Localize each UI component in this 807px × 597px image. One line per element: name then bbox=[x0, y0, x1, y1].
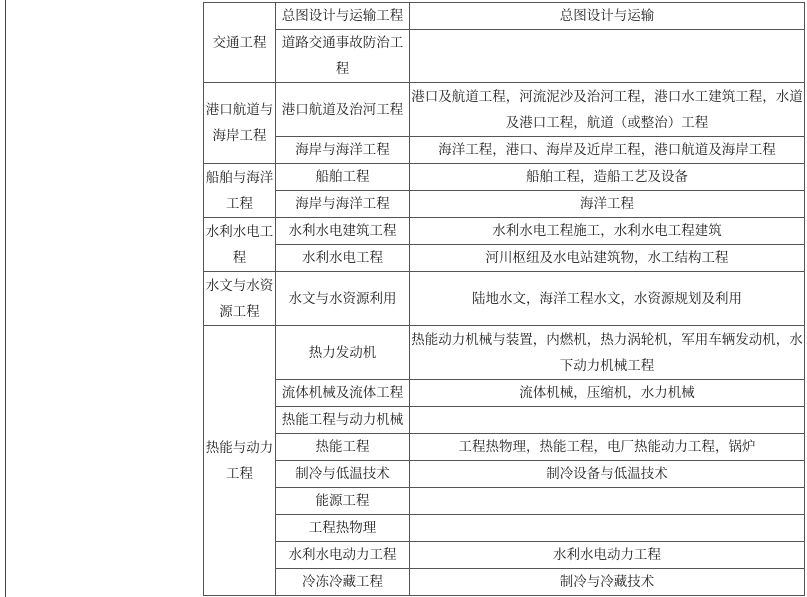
left-border-line bbox=[5, 0, 6, 597]
description-cell: 工程热物理，热能工程，电厂热能动力工程，锅炉 bbox=[410, 434, 805, 461]
description-cell bbox=[410, 515, 805, 542]
table-row bbox=[204, 569, 805, 596]
description-cell bbox=[410, 488, 805, 515]
description-cell: 港口及航道工程，河流泥沙及治河工程，港口水工建筑工程，水道及港口工程，航道（或整治）工程 bbox=[410, 83, 805, 137]
description-cell: 水利水电工程施工，水利水电工程建筑 bbox=[410, 218, 805, 245]
subject-cell: 热力发动机 bbox=[276, 326, 410, 380]
subject-cell: 水文与水资源利用 bbox=[276, 272, 410, 326]
category-cell: 港口航道与海岸工程 bbox=[204, 83, 276, 164]
subject-cell: 海岸与海洋工程 bbox=[276, 191, 410, 218]
description-cell: 流体机械，压缩机，水力机械 bbox=[410, 380, 805, 407]
table-row bbox=[204, 164, 805, 191]
description-cell: 海洋工程，港口、海岸及近岸工程，港口航道及海岸工程 bbox=[410, 137, 805, 164]
category-cell: 水文与水资源工程 bbox=[204, 272, 276, 326]
discipline-table bbox=[203, 2, 805, 596]
subject-cell: 总图设计与运输工程 bbox=[276, 3, 410, 30]
table-row bbox=[204, 30, 805, 83]
description-cell: 河川枢纽及水电站建筑物，水工结构工程 bbox=[410, 245, 805, 272]
table-row bbox=[204, 461, 805, 488]
description-cell: 热能动力机械与装置，内燃机，热力涡轮机，军用车辆发动机，水下动力机械工程 bbox=[410, 326, 805, 380]
subject-cell: 海岸与海洋工程 bbox=[276, 137, 410, 164]
description-cell: 水利水电动力工程 bbox=[410, 542, 805, 569]
table-row bbox=[204, 515, 805, 542]
table-row bbox=[204, 218, 805, 245]
description-cell: 总图设计与运输 bbox=[410, 3, 805, 30]
table-row bbox=[204, 326, 805, 380]
subject-cell: 水利水电工程 bbox=[276, 245, 410, 272]
subject-cell: 港口航道及治河工程 bbox=[276, 83, 410, 137]
table-row bbox=[204, 272, 805, 326]
description-cell: 制冷设备与低温技术 bbox=[410, 461, 805, 488]
table-row bbox=[204, 407, 805, 434]
category-cell: 热能与动力工程 bbox=[204, 326, 276, 596]
description-cell bbox=[410, 407, 805, 434]
table-row bbox=[204, 83, 805, 137]
table-row bbox=[204, 137, 805, 164]
description-cell: 陆地水文，海洋工程水文，水资源规划及利用 bbox=[410, 272, 805, 326]
table-row bbox=[204, 380, 805, 407]
description-cell: 海洋工程 bbox=[410, 191, 805, 218]
description-cell: 船舶工程，造船工艺及设备 bbox=[410, 164, 805, 191]
table-row bbox=[204, 3, 805, 30]
category-cell: 交通工程 bbox=[204, 3, 276, 83]
subject-cell: 冷冻冷藏工程 bbox=[276, 569, 410, 596]
subject-cell: 船舶工程 bbox=[276, 164, 410, 191]
category-cell: 船舶与海洋工程 bbox=[204, 164, 276, 218]
subject-cell: 道路交通事故防治工程 bbox=[276, 30, 410, 83]
subject-cell: 水利水电动力工程 bbox=[276, 542, 410, 569]
subject-cell: 热能工程与动力机械 bbox=[276, 407, 410, 434]
subject-cell: 能源工程 bbox=[276, 488, 410, 515]
table-row bbox=[204, 488, 805, 515]
subject-cell: 流体机械及流体工程 bbox=[276, 380, 410, 407]
subject-cell: 工程热物理 bbox=[276, 515, 410, 542]
description-cell bbox=[410, 30, 805, 83]
subject-cell: 制冷与低温技术 bbox=[276, 461, 410, 488]
category-cell: 水利水电工程 bbox=[204, 218, 276, 272]
table-row bbox=[204, 542, 805, 569]
table-row bbox=[204, 191, 805, 218]
subject-cell: 水利水电建筑工程 bbox=[276, 218, 410, 245]
table-row bbox=[204, 245, 805, 272]
subject-cell: 热能工程 bbox=[276, 434, 410, 461]
table-row bbox=[204, 434, 805, 461]
description-cell: 制冷与冷藏技术 bbox=[410, 569, 805, 596]
